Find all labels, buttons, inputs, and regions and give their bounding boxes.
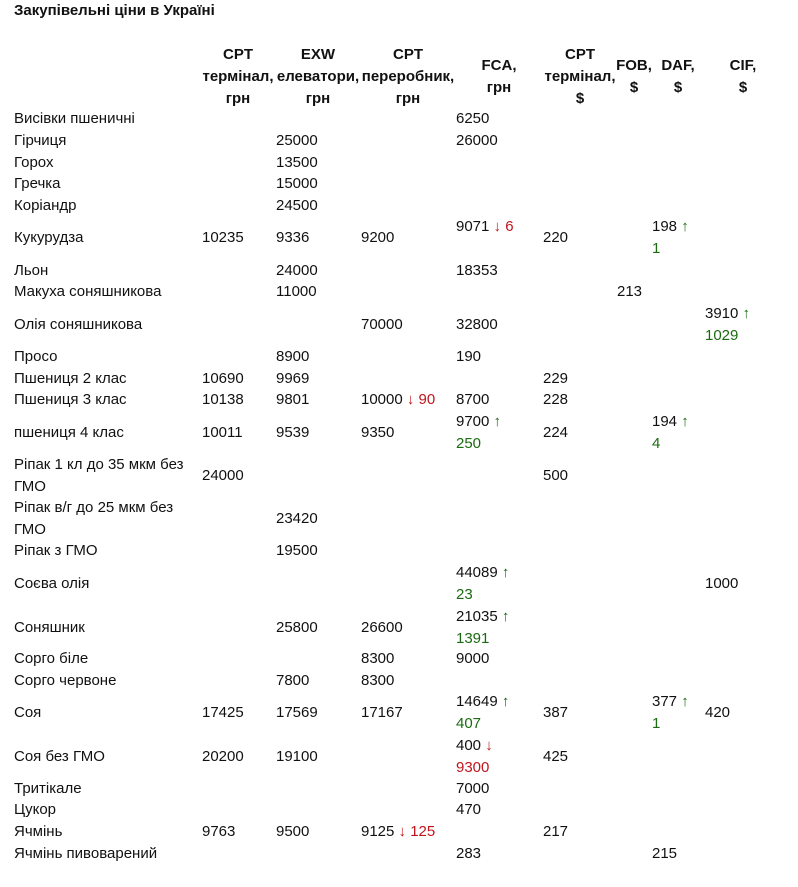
price-cell-daf bbox=[652, 691, 704, 734]
price-cell-exw bbox=[276, 746, 360, 768]
product-name: Горох bbox=[14, 154, 54, 171]
price-cell-fca bbox=[456, 389, 542, 411]
product-name: Тритікале bbox=[14, 780, 82, 797]
price-value: 229 bbox=[543, 370, 569, 387]
price-cell-daf bbox=[652, 411, 704, 454]
price-value: 420 bbox=[705, 704, 731, 721]
price-value: 18353 bbox=[456, 262, 498, 279]
price-value: 8700 bbox=[456, 391, 490, 408]
price-cell-cif bbox=[705, 303, 785, 346]
price-cell-cpt_uah bbox=[202, 389, 275, 411]
table-row bbox=[0, 454, 798, 497]
product-name: Ячмінь пивоварений bbox=[14, 845, 158, 862]
price-value: 377 bbox=[652, 693, 678, 710]
table-row bbox=[0, 173, 798, 195]
column-header-cpt_proc: CPT переробник, грн bbox=[361, 46, 455, 107]
price-cell-cpt_proc bbox=[361, 670, 455, 692]
product-name: Гречка bbox=[14, 175, 61, 192]
price-cell-cpt_uah bbox=[202, 702, 275, 724]
price-increase: ↑ 1 bbox=[652, 218, 689, 257]
column-header-cpt_uah: CPT термінал, грн bbox=[202, 46, 274, 107]
price-cell-cpt_usd bbox=[543, 702, 615, 724]
table-row bbox=[0, 562, 798, 605]
table-row bbox=[0, 130, 798, 152]
table-row bbox=[0, 216, 798, 259]
column-header-fca: FCA, грн bbox=[481, 57, 517, 96]
price-increase: ↑ 1 bbox=[652, 693, 689, 732]
price-cell-fca bbox=[456, 108, 542, 130]
price-cell-cpt_usd bbox=[543, 422, 615, 444]
table-row bbox=[0, 152, 798, 174]
price-cell-exw bbox=[276, 508, 360, 530]
price-cell-exw bbox=[276, 281, 360, 303]
price-cell-fca bbox=[456, 260, 542, 282]
price-value: 3910 bbox=[705, 305, 739, 322]
price-cell-cpt_usd bbox=[543, 746, 615, 768]
price-cell-fca bbox=[456, 314, 542, 336]
price-cell-daf bbox=[652, 216, 704, 259]
price-value: 8900 bbox=[276, 348, 310, 365]
price-cell-exw bbox=[276, 617, 360, 639]
price-increase: ↑ 4 bbox=[652, 413, 689, 452]
price-value: 9071 bbox=[456, 218, 490, 235]
price-cell-daf bbox=[652, 843, 704, 865]
table-row bbox=[0, 281, 798, 303]
price-value: 19500 bbox=[276, 542, 318, 559]
price-value: 6250 bbox=[456, 110, 490, 127]
price-value: 9500 bbox=[276, 823, 310, 840]
table-row bbox=[0, 735, 798, 778]
price-cell-exw bbox=[276, 346, 360, 368]
price-value: 7800 bbox=[276, 672, 310, 689]
price-value: 24000 bbox=[202, 467, 244, 484]
price-cell-exw bbox=[276, 173, 360, 195]
price-value: 10138 bbox=[202, 391, 244, 408]
price-cell-fca bbox=[456, 799, 542, 821]
column-header-exw: EXW елеватори, грн bbox=[276, 46, 360, 107]
price-value: 26600 bbox=[361, 619, 403, 636]
product-name: Сорго червоне bbox=[14, 672, 117, 689]
price-value: 8300 bbox=[361, 672, 395, 689]
price-cell-cpt_proc bbox=[361, 422, 455, 444]
table-row bbox=[0, 108, 798, 130]
product-name: Соєва олія bbox=[14, 575, 90, 592]
price-value: 14649 bbox=[456, 693, 498, 710]
product-name: Льон bbox=[14, 262, 49, 279]
product-name: Ячмінь bbox=[14, 823, 63, 840]
price-value: 17569 bbox=[276, 704, 318, 721]
table-row bbox=[0, 346, 798, 368]
price-value: 21035 bbox=[456, 608, 498, 625]
price-value: 26000 bbox=[456, 132, 498, 149]
price-cell-cpt_uah bbox=[202, 422, 275, 444]
price-value: 7000 bbox=[456, 780, 490, 797]
price-value: 44089 bbox=[456, 564, 498, 581]
price-cell-fca bbox=[456, 606, 542, 649]
price-value: 11000 bbox=[276, 283, 317, 300]
price-increase: ↑ 407 bbox=[456, 693, 510, 732]
product-name: Сорго біле bbox=[14, 650, 89, 667]
price-cell-cpt_proc bbox=[361, 821, 455, 843]
table-row bbox=[0, 670, 798, 692]
product-name: Соя без ГМО bbox=[14, 748, 105, 765]
price-value: 17425 bbox=[202, 704, 244, 721]
price-value: 9000 bbox=[456, 650, 490, 667]
column-header-cpt_usd: CPT термінал, $ bbox=[544, 46, 616, 107]
price-cell-cpt_usd bbox=[543, 368, 615, 390]
price-cell-cpt_proc bbox=[361, 389, 455, 411]
price-cell-fca bbox=[456, 130, 542, 152]
price-value: 215 bbox=[652, 845, 678, 862]
price-cell-exw bbox=[276, 821, 360, 843]
product-name: Коріандр bbox=[14, 197, 77, 214]
price-decrease: ↓ 125 bbox=[394, 823, 436, 840]
price-value: 25000 bbox=[276, 132, 318, 149]
table-row bbox=[0, 540, 798, 562]
price-cell-exw bbox=[276, 152, 360, 174]
product-name: Гірчиця bbox=[14, 132, 67, 149]
price-value: 224 bbox=[543, 424, 569, 441]
price-decrease: ↓ 9300 bbox=[456, 737, 493, 776]
price-cell-cpt_usd bbox=[543, 465, 615, 487]
table-row bbox=[0, 691, 798, 734]
product-name: Цукор bbox=[14, 801, 57, 818]
price-cell-exw bbox=[276, 670, 360, 692]
price-value: 9336 bbox=[276, 229, 310, 246]
price-decrease: ↓ 6 bbox=[489, 218, 514, 235]
product-name: Ріпак з ГМО bbox=[14, 542, 98, 559]
price-cell-exw bbox=[276, 260, 360, 282]
price-cell-cif bbox=[705, 573, 785, 595]
price-cell-cpt_proc bbox=[361, 648, 455, 670]
price-value: 9969 bbox=[276, 370, 310, 387]
product-name: Висівки пшеничні bbox=[14, 110, 135, 127]
price-cell-cpt_proc bbox=[361, 227, 455, 249]
table-row bbox=[0, 195, 798, 217]
price-cell-fca bbox=[456, 778, 542, 800]
product-name: Ріпак 1 кл до 35 мкм без ГМО bbox=[14, 456, 184, 495]
price-cell-fca bbox=[456, 691, 542, 734]
price-cell-cpt_uah bbox=[202, 746, 275, 768]
product-name: Соняшник bbox=[14, 619, 85, 636]
price-cell-cpt_usd bbox=[543, 821, 615, 843]
price-value: 470 bbox=[456, 801, 482, 818]
table-row bbox=[0, 606, 798, 649]
price-value: 9763 bbox=[202, 823, 236, 840]
price-cell-fca bbox=[456, 562, 542, 605]
price-value: 9801 bbox=[276, 391, 310, 408]
column-header-fob: FOB, $ bbox=[616, 57, 652, 96]
price-value: 220 bbox=[543, 229, 569, 246]
table-row bbox=[0, 799, 798, 821]
table-row bbox=[0, 778, 798, 800]
price-value: 9539 bbox=[276, 424, 310, 441]
price-cell-cpt_proc bbox=[361, 702, 455, 724]
price-cell-exw bbox=[276, 227, 360, 249]
price-value: 400 bbox=[456, 737, 482, 754]
price-value: 10000 bbox=[361, 391, 403, 408]
product-name: Макуха соняшникова bbox=[14, 283, 162, 300]
price-cell-exw bbox=[276, 389, 360, 411]
price-value: 213 bbox=[617, 283, 643, 300]
price-cell-cif bbox=[705, 702, 785, 724]
price-value: 13500 bbox=[276, 154, 318, 171]
price-decrease: ↓ 90 bbox=[402, 391, 436, 408]
price-cell-exw bbox=[276, 195, 360, 217]
price-value: 500 bbox=[543, 467, 569, 484]
price-cell-cpt_uah bbox=[202, 465, 275, 487]
price-value: 15000 bbox=[276, 175, 318, 192]
table-row bbox=[0, 303, 798, 346]
column-header-daf: DAF, $ bbox=[661, 57, 695, 96]
price-value: 25800 bbox=[276, 619, 318, 636]
table-row bbox=[0, 368, 798, 390]
price-value: 24500 bbox=[276, 197, 318, 214]
table-row bbox=[0, 411, 798, 454]
price-increase: ↑ 1029 bbox=[705, 305, 751, 344]
price-cell-cpt_uah bbox=[202, 821, 275, 843]
price-cell-cpt_uah bbox=[202, 368, 275, 390]
product-name: Просо bbox=[14, 348, 58, 365]
price-cell-exw bbox=[276, 368, 360, 390]
product-name: Ріпак в/г до 25 мкм без ГМО bbox=[14, 499, 174, 538]
price-cell-exw bbox=[276, 422, 360, 444]
table-row bbox=[0, 389, 798, 411]
price-increase: ↑ 250 bbox=[456, 413, 502, 452]
price-cell-fob bbox=[617, 281, 651, 303]
price-value: 8300 bbox=[361, 650, 395, 667]
table-row bbox=[0, 648, 798, 670]
price-value: 10011 bbox=[202, 424, 243, 441]
price-cell-cpt_usd bbox=[543, 389, 615, 411]
price-value: 17167 bbox=[361, 704, 403, 721]
price-value: 387 bbox=[543, 704, 569, 721]
page-title: Закупівельні ціни в Україні bbox=[14, 2, 215, 19]
price-value: 9125 bbox=[361, 823, 395, 840]
price-value: 20200 bbox=[202, 748, 244, 765]
price-cell-exw bbox=[276, 540, 360, 562]
price-increase: ↑ 1391 bbox=[456, 608, 510, 647]
price-cell-fca bbox=[456, 843, 542, 865]
product-name: пшениця 4 клас bbox=[14, 424, 124, 441]
price-cell-cpt_usd bbox=[543, 227, 615, 249]
price-value: 228 bbox=[543, 391, 569, 408]
table-row bbox=[0, 260, 798, 282]
price-value: 9350 bbox=[361, 424, 395, 441]
price-cell-fca bbox=[456, 735, 542, 778]
price-cell-cpt_proc bbox=[361, 617, 455, 639]
price-value: 10690 bbox=[202, 370, 244, 387]
table-row bbox=[0, 497, 798, 540]
price-cell-exw bbox=[276, 130, 360, 152]
product-name: Пшениця 2 клас bbox=[14, 370, 127, 387]
price-cell-exw bbox=[276, 702, 360, 724]
price-value: 9200 bbox=[361, 229, 395, 246]
price-value: 70000 bbox=[361, 316, 403, 333]
price-value: 1000 bbox=[705, 575, 739, 592]
price-value: 190 bbox=[456, 348, 482, 365]
price-cell-cpt_uah bbox=[202, 227, 275, 249]
price-cell-fca bbox=[456, 648, 542, 670]
price-value: 32800 bbox=[456, 316, 498, 333]
product-name: Пшениця 3 клас bbox=[14, 391, 127, 408]
price-cell-fca bbox=[456, 346, 542, 368]
table-row bbox=[0, 843, 798, 865]
table-row bbox=[0, 821, 798, 843]
price-value: 425 bbox=[543, 748, 569, 765]
product-name: Олія соняшникова bbox=[14, 316, 143, 333]
price-value: 9700 bbox=[456, 413, 490, 430]
product-name: Соя bbox=[14, 704, 42, 721]
price-increase: ↑ 23 bbox=[456, 564, 510, 603]
price-value: 19100 bbox=[276, 748, 318, 765]
price-cell-fca bbox=[456, 216, 542, 238]
price-value: 24000 bbox=[276, 262, 318, 279]
price-value: 198 bbox=[652, 218, 678, 235]
column-header-cif: CIF, $ bbox=[729, 57, 757, 96]
price-value: 194 bbox=[652, 413, 678, 430]
price-value: 10235 bbox=[202, 229, 244, 246]
price-value: 217 bbox=[543, 823, 569, 840]
price-value: 283 bbox=[456, 845, 482, 862]
price-value: 23420 bbox=[276, 510, 318, 527]
price-cell-cpt_proc bbox=[361, 314, 455, 336]
price-cell-fca bbox=[456, 411, 542, 454]
product-name: Кукурудза bbox=[14, 229, 84, 246]
